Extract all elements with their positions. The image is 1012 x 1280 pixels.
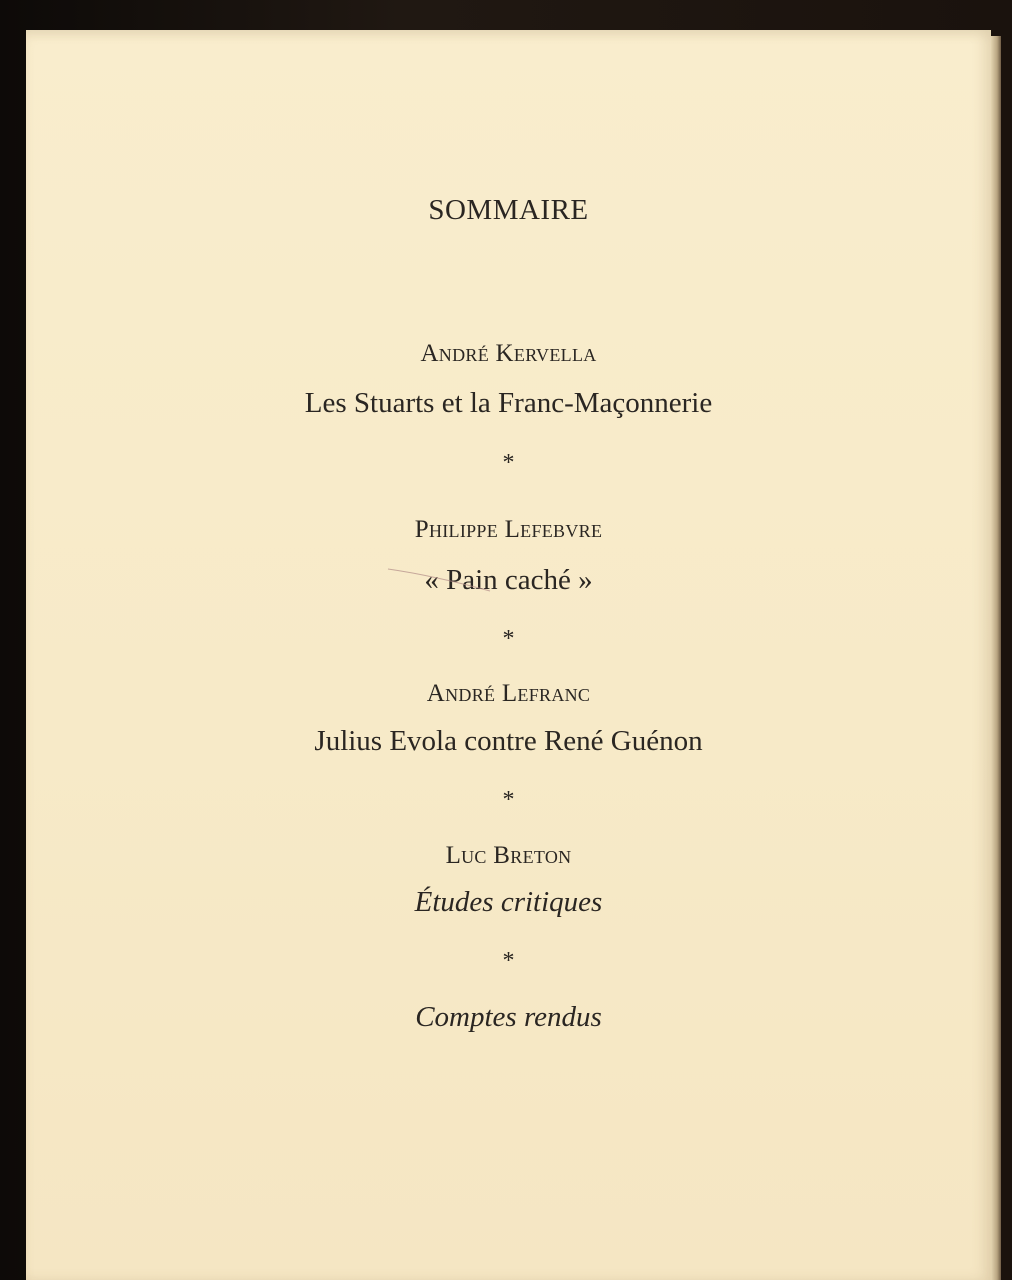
comptes-rendus: Comptes rendus — [415, 1001, 602, 1033]
pencil-mark — [386, 565, 496, 595]
entry-author-1: André Kervella — [420, 340, 597, 367]
page-edge — [991, 36, 1001, 1280]
entry-title-1: Les Stuarts et la Franc-Maçonnerie — [304, 387, 713, 419]
separator-4: * — [502, 948, 515, 974]
page-title: SOMMAIRE — [428, 194, 589, 226]
separator-1: * — [502, 450, 515, 476]
entry-author-4: Luc Breton — [445, 842, 572, 869]
entry-author-2: Philippe Lefebvre — [414, 516, 603, 543]
entry-title-3: Julius Evola contre René Guénon — [314, 725, 703, 757]
entry-title-4: Études critiques — [414, 886, 603, 918]
separator-2: * — [502, 626, 515, 652]
separator-3: * — [502, 787, 515, 813]
page — [26, 30, 991, 1280]
entry-author-3: André Lefranc — [426, 680, 591, 707]
entry-title-2: « Pain caché » — [424, 564, 593, 596]
